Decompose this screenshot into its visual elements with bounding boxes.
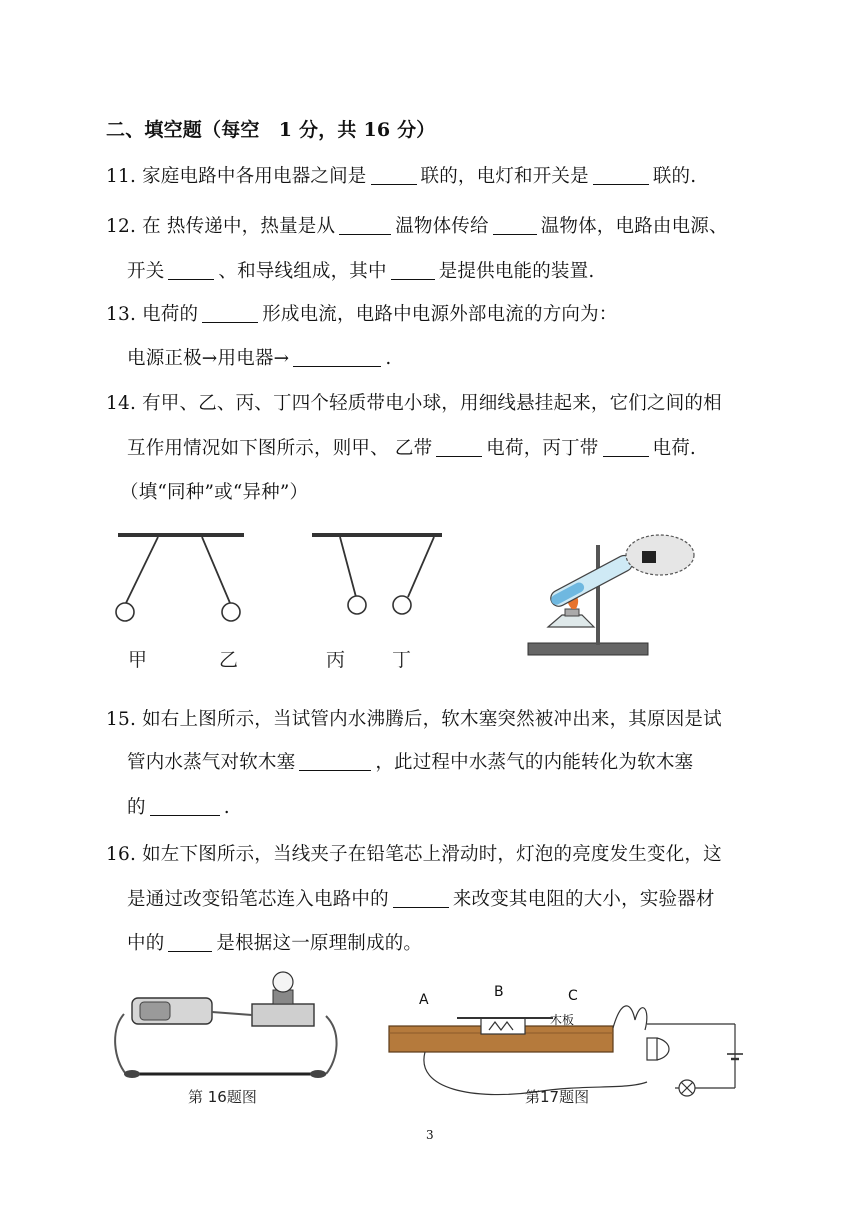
bell-dome bbox=[657, 1038, 669, 1060]
q15-blank-1[interactable] bbox=[299, 752, 371, 771]
label-a: A bbox=[419, 992, 429, 1008]
section-heading: 二、填空题（每空 1 分，共 16 分） bbox=[106, 119, 436, 141]
q14-text-2c: 电荷. bbox=[652, 438, 696, 459]
question-14-line-2 bbox=[127, 434, 696, 460]
label-bing: 丙 bbox=[326, 649, 346, 671]
q12-blank-1[interactable] bbox=[339, 216, 391, 235]
question-16-line-1: 16. 如左下图所示，当线夹子在铅笔芯上滑动时，灯泡的亮度发生变化，这 bbox=[106, 844, 722, 865]
thread-bing bbox=[340, 537, 356, 597]
label-ding: 丁 bbox=[392, 649, 412, 671]
ceiling-bar-left bbox=[118, 533, 244, 537]
q11-text-c: 联的. bbox=[652, 166, 697, 187]
q14-blank-1[interactable] bbox=[436, 438, 482, 457]
ball-ding bbox=[393, 596, 411, 614]
q11-blank-1[interactable] bbox=[371, 166, 417, 185]
label-b: B bbox=[494, 984, 504, 1000]
question-16-line-2 bbox=[127, 885, 715, 911]
question-15-line-3 bbox=[127, 793, 230, 819]
fig17-caption: 第17题图 bbox=[525, 1088, 590, 1106]
q13-text-1b: 形成电流，电路中电源外部电流的方向为： bbox=[262, 304, 618, 325]
q12-text-1c: 温物体，电路由电源、 bbox=[540, 216, 728, 237]
q15-text-2a: 管内水蒸气对软木塞 bbox=[127, 752, 296, 773]
wire-loop bbox=[613, 1006, 647, 1030]
q14-text-2a: 互作用情况如下图所示，则甲、 乙带 bbox=[127, 438, 433, 459]
q14-text-2b: 电荷，丙丁带 bbox=[486, 438, 599, 459]
q11-blank-2[interactable] bbox=[593, 166, 649, 185]
spring-box bbox=[481, 1018, 525, 1034]
question-13-line-2 bbox=[127, 344, 391, 370]
q12-text-2c: 是提供电能的装置. bbox=[438, 261, 595, 282]
q12-text-2a: 开关 bbox=[127, 261, 165, 282]
question-14-line-3: （填“同种”或“异种”） bbox=[120, 482, 309, 503]
q12-blank-4[interactable] bbox=[391, 261, 435, 280]
question-13-line-1 bbox=[106, 300, 618, 326]
alcohol-lamp bbox=[548, 615, 594, 627]
ceiling-bar-right bbox=[312, 533, 442, 537]
test-tube-figure bbox=[520, 527, 700, 662]
q11-text-a: 11. 家庭电路中各用电器之间是 bbox=[106, 166, 367, 187]
label-yi: 乙 bbox=[219, 649, 239, 671]
page-number: 3 bbox=[426, 1128, 434, 1142]
q16-text-3a: 中的 bbox=[127, 933, 165, 954]
question-15-line-1: 15. 如右上图所示，当试管内水沸腾后，软木塞突然被冲出来，其原因是试 bbox=[106, 709, 722, 730]
ball-jia bbox=[116, 603, 134, 621]
thread-jia bbox=[126, 537, 158, 603]
question-12-line-1 bbox=[106, 212, 728, 238]
wire-right bbox=[326, 1016, 337, 1074]
q15-blank-2[interactable] bbox=[150, 797, 220, 816]
q13-blank-1[interactable] bbox=[202, 304, 258, 323]
q13-text-2a: 电源正极→用电器→ bbox=[127, 348, 290, 369]
lamp-wick bbox=[565, 609, 579, 616]
pendulum-figure bbox=[100, 525, 460, 645]
q15-text-2b: ，此过程中水蒸气的内能转化为软木塞 bbox=[375, 752, 694, 773]
clip-right bbox=[310, 1070, 326, 1078]
question-16-line-3 bbox=[127, 929, 422, 955]
q12-blank-3[interactable] bbox=[168, 261, 214, 280]
q13-text-1a: 13. 电荷的 bbox=[106, 304, 199, 325]
q13-text-2b: . bbox=[385, 348, 392, 369]
question-11 bbox=[106, 162, 696, 188]
label-jia: 甲 bbox=[128, 649, 148, 671]
q15-text-3b: . bbox=[223, 797, 230, 818]
q16-blank-2[interactable] bbox=[168, 933, 212, 952]
ball-bing bbox=[348, 596, 366, 614]
light-bulb bbox=[273, 972, 293, 992]
bell bbox=[647, 1038, 657, 1060]
wire-left bbox=[115, 1014, 126, 1074]
q11-text-b: 联的，电灯和开关是 bbox=[420, 166, 589, 187]
q15-text-3a: 的 bbox=[127, 797, 146, 818]
q13-blank-2[interactable] bbox=[293, 348, 381, 367]
steam-cloud bbox=[626, 535, 694, 575]
stand-base bbox=[528, 643, 648, 655]
thread-yi bbox=[202, 537, 230, 603]
stand-rod bbox=[596, 545, 600, 645]
q12-text-1b: 温物体传给 bbox=[395, 216, 489, 237]
q16-text-2b: 来改变其电阻的大小，实验器材 bbox=[452, 889, 715, 910]
ball-yi bbox=[222, 603, 240, 621]
thread-ding bbox=[408, 537, 434, 597]
clip-left bbox=[124, 1070, 140, 1078]
cork-stopper bbox=[642, 551, 656, 563]
q12-text-1a: 12. 在 热传递中，热量是从 bbox=[106, 216, 336, 237]
question-14-line-1: 14. 有甲、乙、丙、丁四个轻质带电小球，用细线悬挂起来，它们之间的相 bbox=[106, 393, 722, 414]
q12-blank-2[interactable] bbox=[493, 216, 537, 235]
battery-cell bbox=[140, 1002, 170, 1020]
fig16-caption: 第 16题图 bbox=[188, 1088, 257, 1106]
label-board: 木板 bbox=[550, 1013, 575, 1027]
bulb-holder bbox=[252, 1004, 314, 1026]
label-c: C bbox=[568, 988, 578, 1004]
question-12-line-2 bbox=[127, 257, 594, 283]
q16-text-3b: 是根据这一原理制成的。 bbox=[216, 933, 423, 954]
question-15-line-2 bbox=[127, 748, 693, 774]
q14-blank-2[interactable] bbox=[603, 438, 649, 457]
wire-middle bbox=[212, 1012, 252, 1015]
q16-blank-1[interactable] bbox=[393, 889, 449, 908]
q16-text-2a: 是通过改变铅笔芯连入电路中的 bbox=[127, 889, 389, 910]
q12-text-2b: 、和导线组成，其中 bbox=[218, 261, 387, 282]
